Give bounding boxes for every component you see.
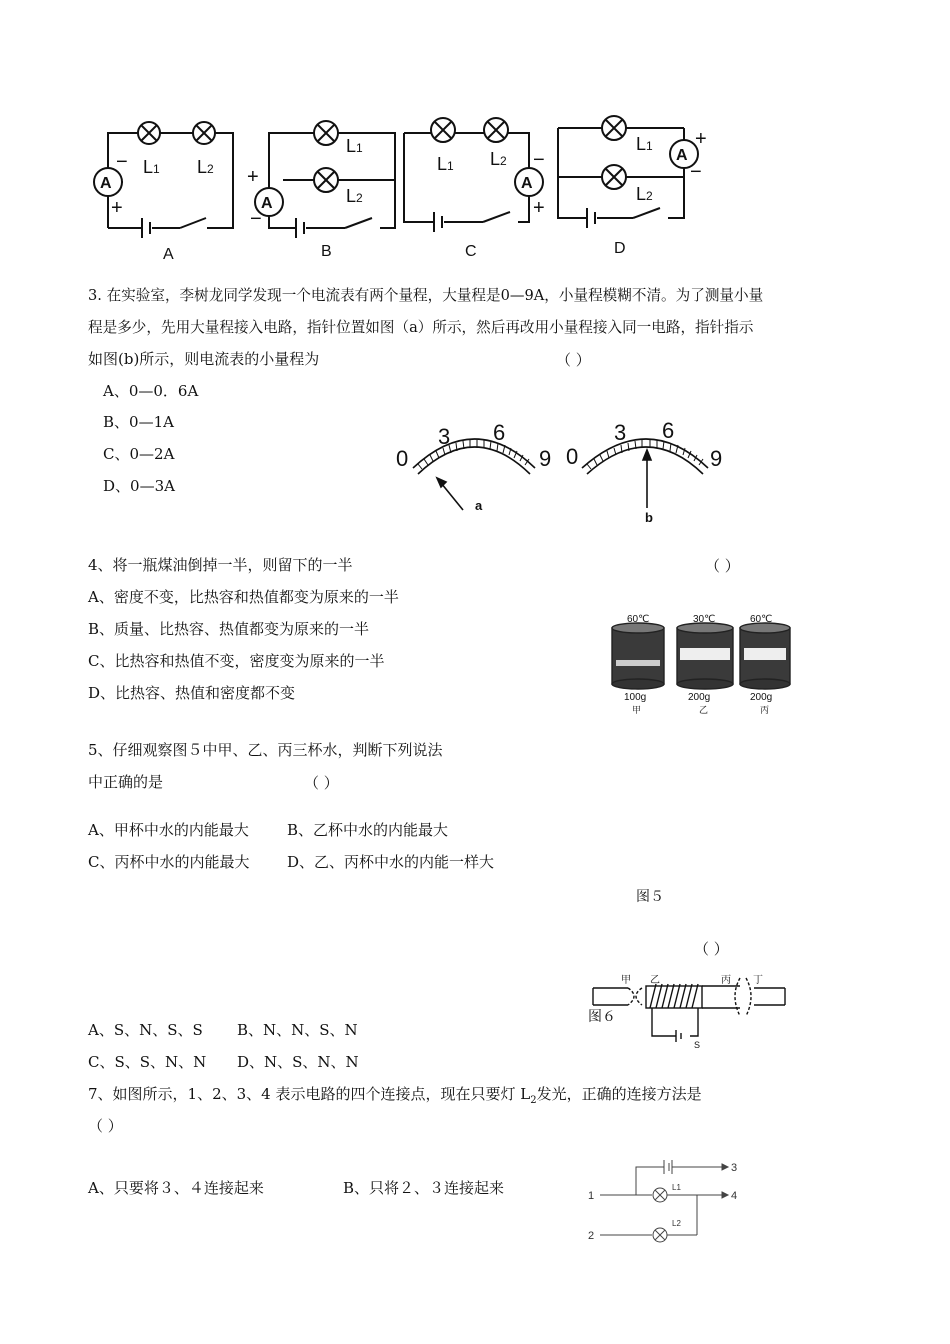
minus-d: − — [690, 161, 702, 183]
q3-line3: 如图(b)所示，则电流表的小量程为 — [88, 350, 320, 368]
q4-stem: 4、将一瓶煤油倒掉一半，则留下的一半 — [88, 556, 353, 574]
q6-option-d[interactable]: D、N、S、N、N — [237, 1053, 359, 1071]
point-1: 1 — [588, 1190, 595, 1202]
q4-option-d[interactable]: D、比热容、热值和密度都不变 — [88, 684, 296, 702]
q7-answer-blank[interactable]: （ ） — [88, 1117, 123, 1135]
pole-yi: 乙 — [650, 975, 660, 986]
dial-b-tick-6: 6 — [662, 418, 675, 443]
q4-option-c[interactable]: C、比热容和热值不变，密度变为原来的一半 — [88, 652, 385, 670]
q6-option-a[interactable]: A、S、N、S、S — [88, 1021, 203, 1039]
dial-b-tick-3: 3 — [614, 420, 627, 445]
circuit-label-d: D — [614, 240, 626, 257]
q5-option-b[interactable]: B、乙杯中水的内能最大 — [287, 821, 449, 839]
point-3: 3 — [731, 1162, 738, 1174]
plus-b: + — [247, 166, 259, 188]
switch-label: S — [694, 1040, 701, 1050]
point-4: 4 — [731, 1190, 738, 1202]
svg-text:L1: L1 — [437, 154, 454, 174]
cup-yi-name: 乙 — [699, 705, 709, 715]
q3-option-a[interactable]: A、0—0．6A — [103, 382, 199, 400]
q3-option-c[interactable]: C、0—2A — [103, 445, 175, 463]
svg-text:L1: L1 — [346, 136, 363, 156]
pole-ding: 丁 — [753, 975, 763, 986]
minus-a: − — [116, 151, 128, 173]
dial-b-tick-0: 0 — [566, 444, 579, 469]
q5-line1: 5、仔细观察图５中甲、乙、丙三杯水，判断下列说法 — [88, 741, 443, 759]
circuit-label-b: B — [321, 243, 332, 260]
cup-yi-temp: 30℃ — [693, 614, 716, 625]
q7-line1-tail: 发光，正确的连接方法是 — [536, 1085, 702, 1103]
cup-bing-name: 丙 — [760, 705, 770, 715]
q7-lamp1-label: L1 — [672, 1183, 681, 1192]
q6-option-b[interactable]: B、N、N、S、N — [237, 1021, 358, 1039]
plus-a: + — [111, 197, 123, 219]
lamp1-a: L — [143, 157, 154, 177]
svg-text:L2: L2 — [197, 157, 214, 177]
svg-text:L1: L1 — [143, 157, 160, 177]
dial-label-b: b — [645, 510, 653, 525]
cup-yi-mass: 200g — [688, 692, 711, 703]
q3-line1: 3. 在实验室，李树龙同学发现一个电流表有两个量程，大量程是0—9A，小量程模糊不清。为了测量小量 — [88, 287, 764, 304]
q4-option-a[interactable]: A、密度不变，比热容和热值都变为原来的一半 — [88, 588, 399, 606]
q5-line2: 中正确的是 — [88, 773, 164, 791]
cup-jia-temp: 60℃ — [627, 614, 650, 625]
lamp2-d: L — [636, 184, 647, 204]
lamp1-d: L — [636, 134, 647, 154]
dial-a-tick-9: 9 — [539, 446, 552, 471]
svg-text:L2: L2 — [346, 186, 363, 206]
plus-d: + — [695, 128, 707, 150]
dial-b-tick-9: 9 — [710, 446, 723, 471]
q5-option-a[interactable]: A、甲杯中水的内能最大 — [88, 821, 249, 839]
pole-bing: 丙 — [721, 975, 731, 986]
minus-b: − — [250, 208, 262, 230]
cup-jia-mass: 100g — [624, 692, 647, 703]
q3-option-d[interactable]: D、0—3A — [103, 477, 175, 495]
meter-label-c: A — [521, 175, 533, 192]
dial-a-tick-0: 0 — [396, 446, 409, 471]
cup-bing-temp: 60℃ — [750, 614, 773, 625]
point-2: 2 — [588, 1230, 595, 1242]
lamp1-c: L — [437, 154, 448, 174]
q3-option-b[interactable]: B、0—1A — [103, 413, 174, 431]
q4-answer-blank[interactable]: （ ） — [705, 557, 740, 575]
dial-a-tick-3: 3 — [438, 424, 451, 449]
q4-option-b[interactable]: B、质量、比热容、热值都变为原来的一半 — [88, 620, 370, 638]
q3-answer-blank[interactable]: （ ） — [556, 351, 591, 369]
svg-text:L2: L2 — [490, 149, 507, 169]
plus-c: + — [533, 197, 545, 219]
q7-option-b[interactable]: B、只将２、３连接起来 — [343, 1179, 505, 1197]
q7-lamp2-label: L2 — [672, 1219, 681, 1228]
circuit-label-a: A — [163, 246, 174, 263]
dial-a-tick-6: 6 — [493, 420, 506, 445]
q7-line1-text: 7、如图所示，1、2、3、4 表示电路的四个连接点，现在只要灯 L — [88, 1085, 531, 1103]
dial-label-a: a — [475, 498, 483, 513]
svg-text:L2: L2 — [636, 184, 653, 204]
q5-option-d[interactable]: D、乙、丙杯中水的内能一样大 — [287, 853, 495, 871]
pole-jia: 甲 — [621, 975, 631, 986]
svg-text:L1: L1 — [636, 134, 653, 154]
q7-line1-sub: 2 — [530, 1095, 537, 1106]
circuit-label-c: C — [465, 243, 477, 260]
q6-answer-blank[interactable]: （ ） — [694, 940, 729, 958]
lamp2-c: L — [490, 149, 501, 169]
minus-c: − — [533, 149, 545, 171]
figure5-caption: 图５ — [636, 889, 664, 905]
cup-jia-name: 甲 — [632, 705, 642, 715]
meter-label-d: A — [676, 147, 688, 164]
q5-answer-blank[interactable]: （ ） — [304, 774, 339, 792]
q6-option-c[interactable]: C、S、S、N、N — [88, 1053, 207, 1071]
q3-line2: 程是多少，先用大量程接入电路，指针位置如图（a）所示，然后再改用小量程接入同一电路，指针指示 — [88, 319, 754, 336]
lamp1-b: L — [346, 136, 357, 156]
cup-bing-mass: 200g — [750, 692, 773, 703]
meter-label-b: A — [261, 195, 273, 212]
q5-option-c[interactable]: C、丙杯中水的内能最大 — [88, 853, 250, 871]
lamp2-a: L — [197, 157, 208, 177]
meter-label-a: A — [100, 175, 112, 192]
q7-option-a[interactable]: A、只要将３、４连接起来 — [88, 1179, 264, 1197]
lamp2-b: L — [346, 186, 357, 206]
figure6-caption: 图６ — [588, 1009, 616, 1025]
